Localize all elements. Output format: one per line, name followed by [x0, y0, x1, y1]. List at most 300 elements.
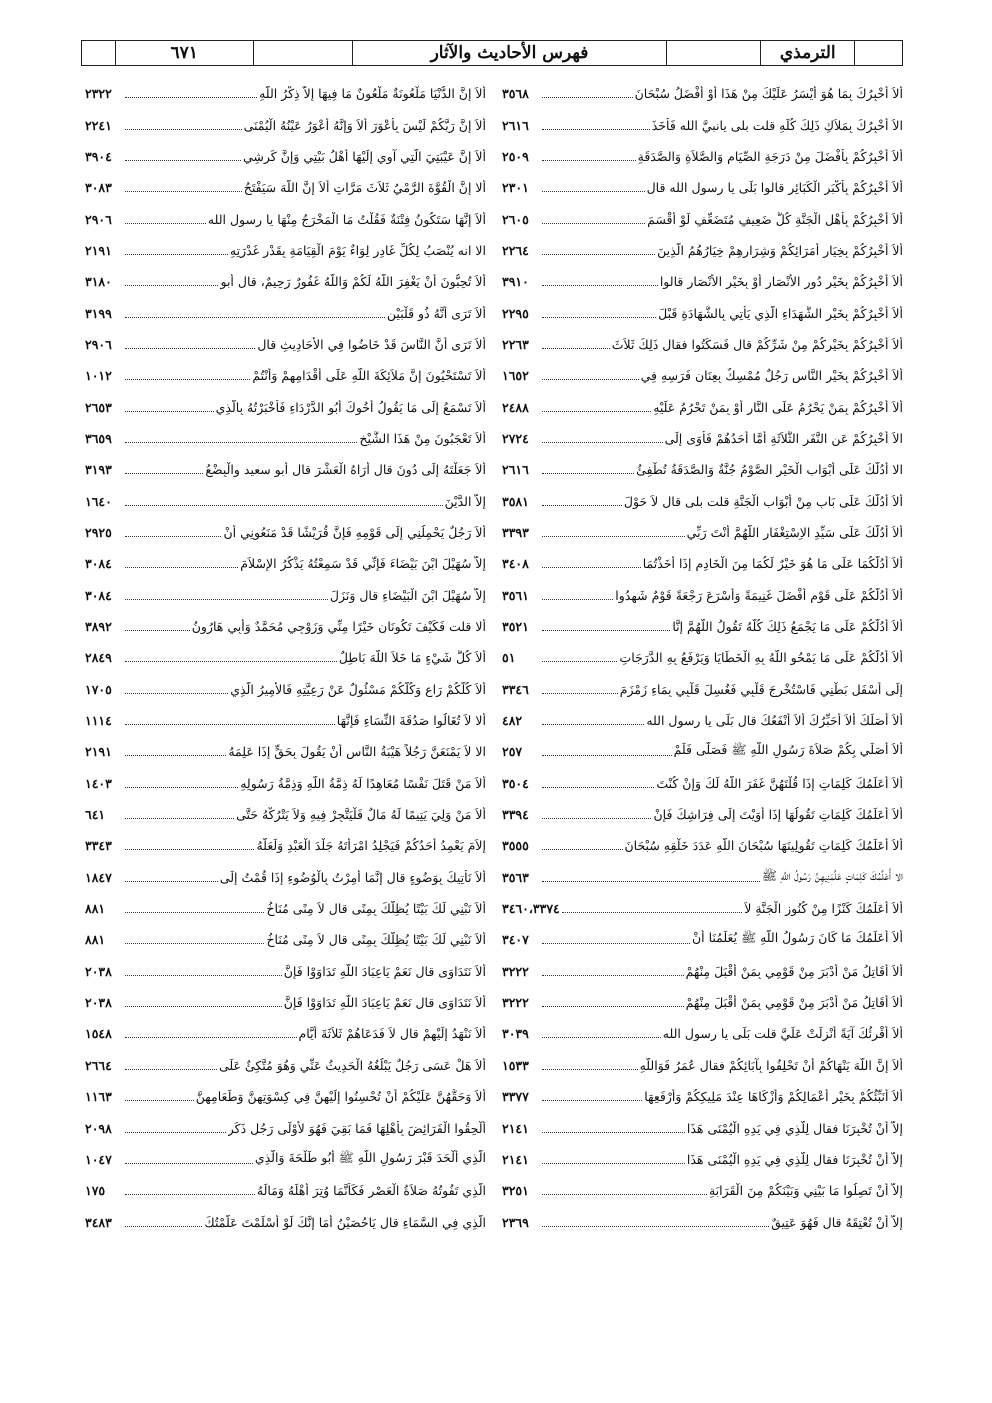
hadith-number: ٥١ [502, 650, 516, 666]
hadith-incipit: أَلاَ تَعْجَبُونَ مِنْ هَذَا الشَّيْخِ [359, 430, 486, 446]
leader-dots [125, 630, 190, 631]
index-entry [85, 924, 486, 955]
index-entry [502, 360, 903, 391]
leader-dots [542, 693, 618, 694]
index-entry [85, 517, 486, 548]
index-entry [502, 768, 903, 799]
hadith-number: ٣٣٤٦ [502, 681, 529, 697]
hadith-number: ٣٢٢٢ [502, 963, 529, 979]
index-entry [502, 987, 903, 1018]
index-entry [85, 548, 486, 579]
hadith-number: ٣٨٩٢ [85, 619, 112, 635]
index-entry [85, 1175, 486, 1206]
index-entry [502, 266, 903, 297]
hadith-incipit: أَلاَ أُعَلِّمُكَ كَنْزًا مِنْ كُنُوزِ الْجَنَّةِ لاَ [744, 901, 903, 917]
hadith-number: ٨٨١ [85, 901, 106, 917]
hadith-incipit: أَلاَ أُخْبِرُكُمْ بِخِيَارِ أُمَرَائِكُمْ وَشِرَارِهِمْ خِيَارُهُمُ الَّذِينَ [657, 242, 903, 258]
leader-dots [125, 536, 221, 537]
index-entry [502, 235, 903, 266]
index-entry [85, 1144, 486, 1175]
hadith-incipit: أَلاَ نَتَدَاوَى قال نَعَمْ يَاعِبَادَ اللَّهِ تَدَاوَوْا فَإِنَّ [283, 995, 486, 1011]
hadith-number: ١٦٤٠ [85, 493, 112, 509]
leader-dots [125, 912, 264, 913]
hadith-incipit: الا لاَ يَمْنَعَنَّ رَجُلاً هَيْبَةُ النَّاسِ أَنْ يَقُولَ بِحَقٍّ إِذَا عَلِمَهُ [228, 744, 486, 760]
leader-dots [125, 348, 255, 349]
hadith-incipit: أَلاَ نَنْهَدُ إِلَيْهِمْ قال لاَ فَدَعَاهُمْ ثَلاَثَةَ أَيَّامٍ [298, 1026, 486, 1042]
hadith-number: ١١٦٣ [85, 1089, 112, 1105]
hadith-number: ٣٢٢٢ [502, 995, 529, 1011]
index-entry [85, 674, 486, 705]
leader-dots [542, 943, 690, 944]
hadith-number: ٢٩٠٦ [85, 336, 112, 352]
hadith-number: ٣٢٥١ [502, 1183, 529, 1199]
leader-dots [125, 97, 257, 98]
leader-dots [542, 1037, 661, 1038]
hadith-incipit: ألا قلت فَكَيْفَ تَكُونَانِ خَيْرًا مِنِّي وَزَوْجِي مُحَمَّدٌ وَأَبِي هَارُونُ [191, 619, 486, 635]
leader-dots [542, 317, 656, 318]
hadith-number: ٤٨٢ [502, 713, 523, 729]
leader-dots [542, 724, 644, 725]
index-entry [502, 297, 903, 328]
index-entry [85, 172, 486, 203]
hadith-incipit: أَلاَ مَنْ قَتَلَ نَفْسًا مُعَاهِدًا لَهُ ذِمَّةُ اللَّهِ وَذِمَّةُ رَسُولِهِ [240, 775, 486, 791]
leader-dots [125, 599, 328, 600]
leader-dots [542, 567, 641, 568]
index-entry [502, 1081, 903, 1112]
leader-dots [542, 97, 633, 98]
index-title: فهرس الأحاديث والآثار [353, 41, 666, 65]
book-title: الترمذي [761, 41, 855, 65]
hadith-number: ٢٧٢٤ [502, 430, 529, 446]
leader-dots [125, 1226, 202, 1227]
leader-dots [542, 1132, 685, 1133]
hadith-incipit: أَلاَ إِنَّ اللَّهَ يَنْهَاكُمْ أَنْ تَحْلِفُوا بِآبَائِكُمْ فقال عُمَرُ فَوَاللَّهِ [639, 1057, 903, 1073]
hadith-number: ٢٩٠٦ [85, 211, 112, 227]
header-blank-left [82, 41, 116, 65]
leader-dots [542, 1163, 685, 1164]
hadith-number: ٢٤٨٨ [502, 399, 529, 415]
hadith-number: ٣٥٠٤ [502, 775, 529, 791]
index-entry [502, 893, 903, 924]
leader-dots [542, 630, 670, 631]
hadith-number: ٣١٩٩ [85, 305, 112, 321]
index-entry [502, 1112, 903, 1143]
leader-dots [542, 1006, 684, 1007]
leader-dots [542, 379, 639, 380]
hadith-incipit: الَّذِي تَفُوتُهُ صَلاَةُ الْعَصْرِ فَكَأَنَّمَا وُتِرَ أَهْلَهُ وَمَالَهُ [256, 1183, 486, 1199]
index-entry [85, 454, 486, 485]
leader-dots [125, 223, 206, 224]
leader-dots [542, 1226, 769, 1227]
hadith-number: ٢١٤١ [502, 1120, 529, 1136]
hadith-number: ١٨٤٧ [85, 869, 112, 885]
hadith-incipit: أَلاَ نَتَدَاوَى قال نَعَمْ يَاعِبَادَ اللَّهِ تَدَاوَوْا فَإِنَّ [283, 963, 486, 979]
hadith-incipit: أَلاَ أُعَلِّمُكَ كَلِمَاتٍ تَقُولِينَهَا سُبْحَانَ اللَّهِ عَدَدَ خَلْقِهِ سُبْحَانَ [624, 838, 903, 854]
hadith-number: ٢٦٠٥ [502, 211, 529, 227]
hadith-number: ٢٠٩٨ [85, 1120, 112, 1136]
header-blank-right [855, 41, 902, 65]
index-entry [502, 454, 903, 485]
hadith-number: ٢٦٥٣ [85, 399, 112, 415]
hadith-incipit: إِلاَّ أَنْ تُعْتِقَهُ قال فَهُوَ عَتِيقٌ [771, 1214, 903, 1230]
hadith-incipit: أَلاَ تُحِبُّونَ أَنْ يَغْفِرَ اللَّهُ لَكُمْ وَاللَّهُ غَفُورٌ رَحِيمٌ، قال أبو [220, 274, 486, 290]
hadith-number: ٣٠٣٩ [502, 1026, 529, 1042]
hadith-incipit: الَّذِي أَلْحَدَ قَبْرَ رَسُولِ اللَّهِ ﷺ أَبُو طَلْحَةَ وَالَّذِي [254, 1149, 486, 1165]
hadith-incipit: أَلاَ نَبْنِي لَكَ بَيْتًا يُظِلُّكَ بِمِنًى قال لاَ مِنًى مُنَاخُ [266, 901, 486, 917]
hadith-incipit: أَلاَ أُخْبِرُكُمْ بِخَيْرِ دُورِ الأَنْصَارِ أَوْ بِخَيْرِ الأَنْصَارِ قالوا [659, 274, 903, 290]
index-entry [85, 736, 486, 767]
hadith-number: ١٤٠٣ [85, 775, 112, 791]
index-entry [502, 78, 903, 109]
leader-dots [125, 1006, 282, 1007]
hadith-number: ٣٠٨٤ [85, 587, 112, 603]
hadith-incipit: أَلاَ نَأْتِيكَ بِوَضُوءٍ قال إِنَّمَا أُمِرْتُ بِالْوُضُوءِ إِذَا قُمْتُ إِلَى [219, 869, 486, 885]
hadith-incipit: أَلاَ أُخْبِرُكُمْ بِخَيْرِكُمْ مِنْ شَرِّكُمْ قال فَسَكَتُوا فقال ذَلِكَ ثَلاَثَ [611, 336, 903, 352]
hadith-number: ٣٥٨١ [502, 493, 529, 509]
hadith-number: ٣١٩٣ [85, 462, 112, 478]
index-entry [502, 956, 903, 987]
index-entry [502, 172, 903, 203]
leader-dots [542, 191, 645, 192]
leader-dots [542, 1100, 642, 1101]
hadith-incipit: الاَ أُخْبِرُكَ بِمَلاَكِ ذَلِكَ كُلِّهِ قلت بلى يانبيَّ الله فَأَخَذَ [651, 117, 903, 133]
index-entry [85, 235, 486, 266]
hadith-incipit: إِلاَّ أَنْ تَصِلُوا مَا بَيْنِي وَبَيْنَكُمْ مِنَ الْقَرَابَةِ [708, 1183, 903, 1199]
leader-dots [562, 912, 743, 913]
leader-dots [542, 536, 685, 537]
hadith-number: ٣٤٦٠،٣٣٧٤ [502, 901, 560, 917]
hadith-incipit: أَلاَ أُخْبِرُكُمْ بِخَيْرِ النَّاسِ رَجُلٌ مُمْسِكٌ بِعِنَانِ فَرَسِهِ فِي [640, 368, 903, 384]
hadith-number: ٣٤٨٣ [85, 1214, 112, 1230]
leader-dots [542, 348, 610, 349]
hadith-incipit: أَلاَ أُعَلِّمُكَ مَا كَانَ رَسُولُ اللَّهِ ﷺ يُعَلِّمُنَا أَنْ [691, 930, 903, 946]
leader-dots [125, 254, 228, 255]
hadith-number: ٢٥٠٩ [502, 148, 529, 164]
hadith-incipit: الاَ أُخْبِرُكُمْ عَنِ النَّفَرِ الثَّلاَثَةِ أَمَّا أَحَدُهُمْ فَأَوَى إِلَى [664, 430, 903, 446]
leader-dots [125, 724, 335, 725]
hadith-number: ١٠١٢ [85, 368, 112, 384]
hadith-incipit: أَلاَ إِنَّ الدُّنْيَا مَلْعُونَةٌ مَلْعُونٌ مَا فِيهَا إِلاَّ ذِكْرُ اللَّهِ [259, 86, 486, 102]
index-entry [85, 799, 486, 830]
leader-dots [542, 160, 636, 161]
leader-dots [125, 818, 234, 819]
leader-dots [125, 1132, 226, 1133]
hadith-incipit: أَلاَ أُقَاتِلُ مَنْ أَدْبَرَ مِنْ قَوْمِي بِمَنْ أَقْبَلَ مِنْهُمْ [685, 963, 903, 979]
leader-dots [125, 755, 226, 756]
index-entry [85, 1206, 486, 1237]
hadith-number: ٢١٩١ [85, 744, 112, 760]
hadith-number: ٦٤١ [85, 807, 106, 823]
index-entry [502, 1050, 903, 1081]
hadith-incipit: أَلْحِقُوا الْفَرَائِضَ بِأَهْلِهَا فَمَا بَقِيَ فَهُوَ لأَوْلَى رَجُلٍ ذَكَرٍ [227, 1120, 486, 1136]
index-entry [85, 203, 486, 234]
hadith-number: ٣٠٨٤ [85, 556, 112, 572]
leader-dots [125, 473, 203, 474]
hadith-incipit: إِلاَّ أَنْ تُخْبِرَنَا فقال لِلَّذِي فِي يَدِهِ الْيُمْنَى هَذَا [686, 1151, 903, 1167]
hadith-incipit: إِلاَّ أَنْ تُخْبِرَنَا فقال لِلَّذِي فِي يَدِهِ الْيُمْنَى هَذَا [686, 1120, 903, 1136]
hadith-incipit: أَلاَ مَنْ وَلِيَ يَتِيمًا لَهُ مَالٌ فَلْيَتَّجِرْ فِيهِ وَلاَ يَتْرُكْهُ حَتَّى [236, 807, 486, 823]
leader-dots [125, 787, 238, 788]
index-entry [85, 485, 486, 516]
leader-dots [542, 285, 658, 286]
index-entry [85, 1050, 486, 1081]
index-entry [502, 674, 903, 705]
hadith-incipit: أَلاَ إِنَّ عَيْبَتِيَ الَّتِي آوِي إِلَيْهَا أَهْلُ بَيْتِي وَإِنَّ كَرِشِي [243, 148, 486, 164]
hadith-number: ٣٣٩٣ [502, 524, 529, 540]
leader-dots [542, 661, 617, 662]
hadith-incipit: ألا لاَ تُغَالُوا صَدُقَةَ النِّسَاءِ فَإِنَّهَا [336, 713, 486, 729]
leader-dots [542, 1194, 707, 1195]
hadith-number: ٣٥٦٣ [502, 869, 529, 885]
hadith-number: ٢٢٦٤ [502, 242, 529, 258]
leader-dots [542, 755, 672, 756]
index-entry [502, 736, 903, 767]
hadith-number: ٣٣٩٤ [502, 807, 529, 823]
hadith-incipit: الا أُعَلِّمُكَ كَلِمَاتٍ عَلَّمَنِيهِنَّ رَسُولُ اللَّهِ ﷺ [761, 867, 903, 883]
hadith-number: ٢٢٦٣ [502, 336, 529, 352]
hadith-incipit: أَلاَ أُصَلِّي بِكُمْ صَلاَةَ رَسُولِ اللَّهِ ﷺ فَصَلَّى فَلَمْ [673, 742, 903, 758]
index-entry [502, 830, 903, 861]
hadith-incipit: أَلاَ أَدُلُّكَ عَلَى بَابٍ مِنْ أَبْوَابِ الْجَنَّةِ قلت بلى قال لاَ حَوْلَ [623, 493, 903, 509]
leader-dots [542, 411, 651, 412]
hadith-incipit: ألاَ أُخْبِرُكَ بِمَا هُوَ أَيْسَرُ عَلَيْكَ مِنْ هَذَا أَوْ أَفْضَلُ سُبْحَانَ [634, 86, 903, 102]
hadith-incipit: أَلاَ أُنَبِّئُكُمْ بِخَيْرِ أَعْمَالِكُمْ وَأَزْكَاهَا عِنْدَ مَلِيكِكُمْ وَأَرْفَعِهَا [644, 1089, 903, 1105]
hadith-number: ٢٥٧ [502, 744, 523, 760]
index-entry [85, 266, 486, 297]
index-entry [85, 830, 486, 861]
leader-dots [125, 317, 385, 318]
hadith-incipit: أَلاَ تَسْمَعُ إِلَى مَا يَقُولُ أَخُوكَ أَبُو الدَّرْدَاءِ فَأَخْبَرْتُهُ بِالَّذِي [215, 399, 486, 415]
hadith-incipit: أَلاَ أُصَلِّكَ أَلاَ أُحَبِّرُكَ أَلاَ أَنْفَعُكَ قال بَلَى يا رسول الله [646, 713, 903, 729]
leader-dots [542, 129, 650, 130]
hadith-number: ٣٩١٠ [502, 274, 529, 290]
hadith-incipit: أَلاَ تَرَى أَنَّ النَّاسَ قَدْ خَاضُوا فِي الأَحَادِيثِ قال [257, 336, 486, 352]
hadith-number: ٢٩٢٥ [85, 524, 112, 540]
index-entry [502, 1144, 903, 1175]
hadith-number: ٣٩٠٤ [85, 148, 112, 164]
leader-dots [542, 849, 623, 850]
index-entry [502, 548, 903, 579]
index-entry [85, 141, 486, 172]
index-entry [502, 141, 903, 172]
hadith-number: ٣٣٤٣ [85, 838, 112, 854]
hadith-number: ٣٣٧٧ [502, 1089, 529, 1105]
header-blank-mid-left [254, 41, 354, 65]
hadith-number: ٣٥٦١ [502, 587, 529, 603]
hadith-number: ١٧٠٥ [85, 681, 112, 697]
leader-dots [542, 975, 684, 976]
index-entry [502, 109, 903, 140]
index-entry [502, 391, 903, 422]
leader-dots [542, 254, 655, 255]
leader-dots [125, 881, 218, 882]
index-entry [502, 485, 903, 516]
hadith-number: ٢٣٠١ [502, 180, 529, 196]
hadith-number: ٢٦١٦ [502, 462, 529, 478]
header-blank-mid-right [667, 41, 762, 65]
leader-dots [542, 599, 613, 600]
leader-dots [542, 223, 645, 224]
hadith-number: ٢٨٤٩ [85, 650, 112, 666]
index-entry [502, 924, 903, 955]
hadith-incipit: أَلاَ كُلُّ شَيْءٍ مَا خَلاَ اللَّهَ بَاطِلٌ [338, 650, 486, 666]
index-entry [85, 1081, 486, 1112]
hadith-number: ١٥٣٣ [502, 1057, 529, 1073]
hadith-number: ٣٥٦٨ [502, 86, 529, 102]
hadith-incipit: أَلاَ كُلُّكُمْ رَاعٍ وَكُلُّكُمْ مَسْئُولٌ عَنْ رَعِيَّتِهِ فَالأَمِيرُ الَّذِي [230, 681, 486, 697]
hadith-incipit: أَلاَ أَدُلُّكُمَا عَلَى مَا هُوَ خَيْرٌ لَكُمَا مِنَ الْخَادِمِ إِذَا أَخَذْتُمَا [642, 556, 903, 572]
hadith-incipit: أَلاَ إِنَّهَا سَتَكُونُ فِتْنَةٌ فَقُلْتُ مَا الْمَخْرَجُ مِنْهَا يا رسول الله [207, 211, 486, 227]
hadith-number: ٢٢٩٥ [502, 305, 529, 321]
hadith-number: ٢٠٣٨ [85, 963, 112, 979]
hadith-incipit: أَلاَ أُخْبِرُكُمْ بِأَهْلِ الْجَنَّةِ كُلُّ ضَعِيفٍ مُتَضَعِّفٍ لَوْ أَقْسَمَ [647, 211, 903, 227]
index-entry [502, 423, 903, 454]
leader-dots [542, 818, 651, 819]
leader-dots [125, 129, 242, 130]
leader-dots [125, 505, 443, 506]
hadith-number: ١٥٤٨ [85, 1026, 112, 1042]
leader-dots [125, 943, 264, 944]
page-number: ٦٧١ [116, 41, 254, 65]
index-entry [85, 109, 486, 140]
index-entry [502, 799, 903, 830]
page-header [81, 40, 903, 66]
hadith-incipit: أَلاَ أَدُلُّكُمْ عَلَى قَوْمٍ أَفْضَلَ غَنِيمَةً وَأَسْرَعَ رَجْعَةً قَوْمٌ شَهِدُوا [615, 587, 903, 603]
index-entry [502, 642, 903, 673]
index-entry [85, 78, 486, 109]
hadith-number: ١٦٥٢ [502, 368, 529, 384]
leader-dots [542, 787, 654, 788]
hadith-incipit: أَلاَ نَبْنِي لَكَ بَيْتًا يُظِلُّكَ بِمِنًى قال لاَ مِنًى مُنَاخُ [266, 932, 486, 948]
hadith-incipit: أَلاَ أُخْبِرُكُمْ بِأَفْضَلَ مِنْ دَرَجَةِ الصِّيَامِ وَالصَّلاَةِ وَالصَّدَقَةِ [637, 148, 903, 164]
right-column [494, 78, 903, 1288]
hadith-incipit: الَّذِي فِي السَّمَاءِ قال يَاحُصَيْنُ أَمَا إِنَّكَ لَوْ أَسْلَمْتَ عَلَّمْتُكَ [204, 1214, 486, 1230]
hadith-number: ٣٥٢١ [502, 619, 529, 635]
index-entry [85, 391, 486, 422]
hadith-incipit: أَلاَ أُخْبِرُكُمْ بِمَنْ يَحْرُمُ عَلَى النَّارِ أَوْ بِمَنْ تَحْرُمُ عَلَيْهِ [653, 399, 903, 415]
hadith-incipit: أَلاَ جَعَلْتَهُ إِلَى دُونَ قال أَرَاهُ الْعَشْرَ قال أبو سعيد والْبِضْعُ [205, 462, 486, 478]
index-columns [85, 78, 903, 1288]
leader-dots [125, 661, 337, 662]
hadith-number: ٢٦١٦ [502, 117, 529, 133]
index-entry [502, 705, 903, 736]
hadith-incipit: إِلَى أَسْفَلِ بَطْنِي فَاسْتُخْرِجَ قَلْبِي فَغُسِلَ قَلْبِي بِمَاءِ زَمْزَمَ [619, 681, 903, 697]
leader-dots [542, 442, 663, 443]
hadith-incipit: أَلاَ أُخْبِرُكُمْ بِأَكْبَرِ الْكَبَائِرِ قالوا بَلَى يا رسول الله قال [646, 180, 903, 196]
leader-dots [542, 881, 760, 882]
left-column [85, 78, 494, 1288]
hadith-incipit: أَلاَ تَرَى أَنَّهُ ذُو قَلْبَيْنِ [386, 305, 486, 321]
index-entry [502, 329, 903, 360]
hadith-incipit: أَلاَ أُعَلِّمُكَ كَلِمَاتٍ إِذَا قُلْتَهُنَّ غَفَرَ اللَّهُ لَكَ وَإِنْ كُنْتَ [656, 775, 903, 791]
index-entry [85, 1112, 486, 1143]
index-entry [502, 1175, 903, 1206]
hadith-incipit: أَلاَ إِنَّ رَبَّكُمْ لَيْسَ بِأَعْوَرَ أَلاَ وَإِنَّهُ أَعْوَرُ عَيْنُهُ الْيُمْنَى [243, 117, 486, 133]
leader-dots [542, 505, 622, 506]
hadith-number: ٣٥٥٥ [502, 838, 529, 854]
index-entry [502, 203, 903, 234]
hadith-incipit: أَلاَ أَدُلُّكُمْ عَلَى مَا يَجْمَعُ ذَلِكَ كُلَّهُ تَقُولُ اللَّهُمَّ إِنَّا [672, 619, 903, 635]
hadith-number: ١١١٤ [85, 713, 112, 729]
index-entry [85, 893, 486, 924]
leader-dots [125, 285, 218, 286]
hadith-incipit: إِلاَّ سُهَيْلَ ابْنَ الْبَيْضَاءِ قال وَنَزَلَ [329, 587, 486, 603]
hadith-incipit: أَلاَ أَدُلُّكَ عَلَى سَيِّدِ الاِسْتِغْفَارِ اللَّهُمَّ أَنْتَ رَبِّي [686, 524, 903, 540]
hadith-number: ٣٤٠٨ [502, 556, 529, 572]
leader-dots [125, 1163, 253, 1164]
index-entry [85, 297, 486, 328]
hadith-incipit: أَلاَ أُقْرِئُكَ آيَةً أُنْزِلَتْ عَلَيَّ قلت بَلَى يا رسول الله [662, 1026, 903, 1042]
hadith-incipit: أَلاَ هَلْ عَسَى رَجُلٌ يَبْلُغُهُ الْحَدِيثُ عَنِّي وَهُوَ مُتَّكِئٌ عَلَى [218, 1057, 486, 1073]
index-entry [502, 580, 903, 611]
index-entry [85, 1018, 486, 1049]
hadith-number: ١٠٤٧ [85, 1151, 112, 1167]
index-entry [85, 768, 486, 799]
index-entry [85, 360, 486, 391]
leader-dots [125, 567, 238, 568]
leader-dots [125, 379, 250, 380]
leader-dots [125, 160, 241, 161]
hadith-incipit: الا انه يُنْصَبُ لِكُلِّ غَادِرٍ لِوَاءٌ يَوْمَ الْقِيَامَةِ بِقَدْرِ غَدْرَتِهِ [229, 242, 486, 258]
leader-dots [125, 1194, 255, 1195]
hadith-incipit: أَلاَ وَحَقُّهُنَّ عَلَيْكُمْ أَنْ تُحْسِنُوا إِلَيْهِنَّ فِي كِسْوَتِهِنَّ وَطَعَامِهِنَّ [195, 1089, 486, 1105]
index-entry [502, 517, 903, 548]
leader-dots [125, 975, 282, 976]
index-entry [85, 705, 486, 736]
hadith-incipit: ألا إِنَّ الْقُوَّةَ الرَّمْيُ ثَلاَثَ مَرَّاتٍ أَلاَ إِنَّ اللَّهَ سَيَفْتَحُ [243, 180, 486, 196]
leader-dots [125, 1100, 194, 1101]
hadith-number: ٢٢٤١ [85, 117, 112, 133]
leader-dots [542, 473, 634, 474]
leader-dots [125, 849, 254, 850]
hadith-number: ٢٣٢٢ [85, 86, 112, 102]
leader-dots [125, 442, 357, 443]
hadith-incipit: أَلاَ تَسْتَحْيُونَ إِنَّ مَلاَئِكَةَ اللَّهِ عَلَى أَقْدَامِهِمْ وَأَنْتُمْ [252, 368, 486, 384]
leader-dots [125, 1037, 297, 1038]
index-entry [85, 956, 486, 987]
hadith-incipit: إِلاَمَ يَعْمِدُ أَحَدُكُمْ فَيَجْلِدُ امْرَأَتَهُ جَلْدَ الْعَبْدِ وَلَعَلَّهُ [256, 838, 486, 854]
hadith-number: ٢١٩١ [85, 242, 112, 258]
hadith-number: ٢٦٦٤ [85, 1057, 112, 1073]
hadith-incipit: إِلاَّ سُهَيْلَ ابْنَ بَيْضَاءَ فَإِنِّي قَدْ سَمِعْتُهُ يَذْكُرُ الإِسْلاَمَ [240, 556, 486, 572]
index-entry [85, 329, 486, 360]
hadith-incipit: أَلاَ أُعَلِّمُكَ كَلِمَاتٍ تَقُولُهَا إِذَا أَوَيْتَ إِلَى فِرَاشِكَ فَإِنْ [653, 807, 903, 823]
hadith-incipit: أَلاَ رَجُلٌ يَحْمِلُنِي إِلَى قَوْمِهِ فَإِنَّ قُرَيْشًا قَدْ مَنَعُونِي أَنْ [223, 524, 486, 540]
hadith-incipit: إِلاَّ الدَّيْنَ [444, 493, 486, 509]
index-entry [502, 1018, 903, 1049]
index-entry [502, 611, 903, 642]
hadith-number: ٢٠٣٨ [85, 995, 112, 1011]
hadith-number: ١٧٥ [85, 1183, 106, 1199]
leader-dots [125, 411, 214, 412]
hadith-number: ٣١٨٠ [85, 274, 112, 290]
index-entry [85, 862, 486, 893]
index-entry [85, 642, 486, 673]
hadith-incipit: أَلاَ أَدُلُّكُمْ عَلَى مَا يَمْحُو اللَّهُ بِهِ الْخَطَايَا وَيَرْفَعُ بِهِ الدَّرَجَاتِ [619, 650, 903, 666]
leader-dots [125, 191, 242, 192]
hadith-incipit: الا أَدُلُّكَ عَلَى أَبْوَابِ الْخَيْرِ الصَّوْمُ جُنَّةٌ وَالصَّدَقَةُ تُطْفِئُ [636, 462, 903, 478]
index-entry [85, 423, 486, 454]
hadith-number: ٣٤٠٧ [502, 932, 529, 948]
index-entry [85, 580, 486, 611]
hadith-number: ٣٠٨٣ [85, 180, 112, 196]
hadith-incipit: أَلاَ أُقَاتِلُ مَنْ أَدْبَرَ مِنْ قَوْمِي بِمَنْ أَقْبَلَ مِنْهُمْ [685, 995, 903, 1011]
leader-dots [542, 1069, 638, 1070]
leader-dots [125, 693, 228, 694]
leader-dots [125, 1069, 217, 1070]
index-entry [85, 611, 486, 642]
index-entry [502, 1206, 903, 1237]
